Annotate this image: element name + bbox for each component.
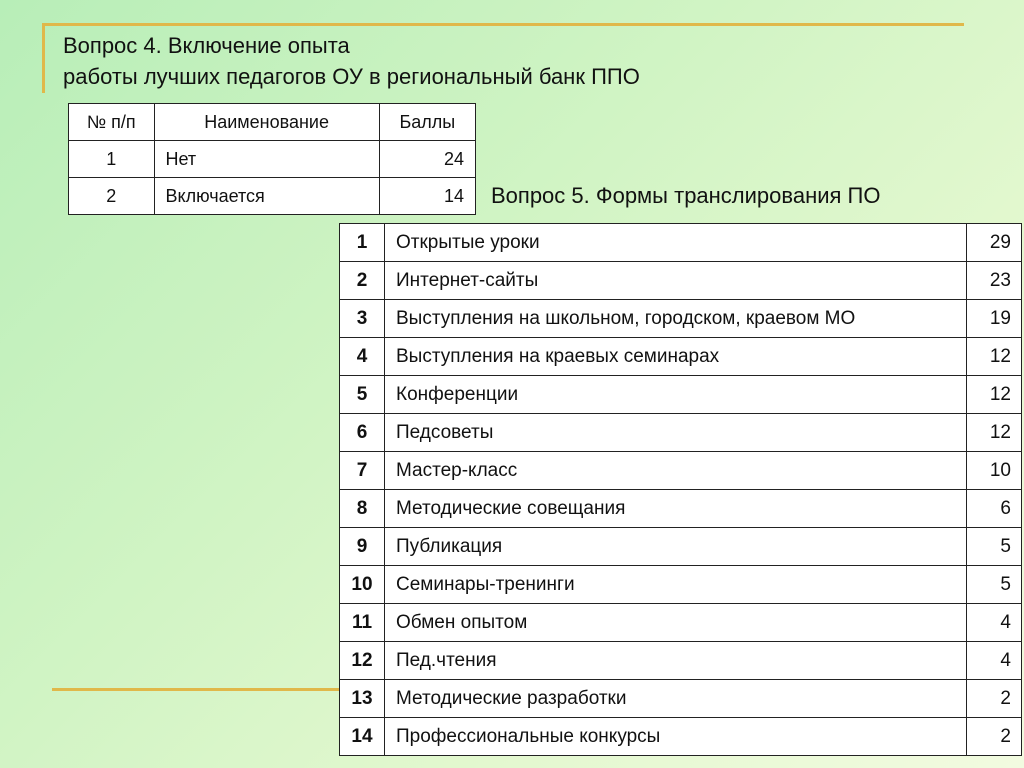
table-row bbox=[69, 178, 476, 215]
row-number: 10 bbox=[340, 566, 385, 604]
q4-header-name: Наименование bbox=[154, 104, 379, 141]
table-row bbox=[340, 566, 1022, 604]
q5-title: Вопрос 5. Формы транслирования ПО bbox=[491, 183, 881, 208]
table-row bbox=[340, 300, 1022, 338]
table-row bbox=[340, 414, 1022, 452]
row-name: Семинары-тренинги bbox=[385, 566, 967, 604]
table-row bbox=[340, 490, 1022, 528]
q4-header-row bbox=[69, 104, 476, 141]
row-score: 12 bbox=[967, 414, 1022, 452]
row-name: Профессиональные конкурсы bbox=[385, 718, 967, 756]
row-name: Выступления на краевых семинарах bbox=[385, 338, 967, 376]
q4-header-num: № п/п bbox=[69, 104, 155, 141]
row-name: Педсоветы bbox=[385, 414, 967, 452]
row-number: 3 bbox=[340, 300, 385, 338]
row-name: Конференции bbox=[385, 376, 967, 414]
table-row bbox=[340, 642, 1022, 680]
row-score: 2 bbox=[967, 718, 1022, 756]
q4-title-line1: Вопрос 4. Включение опыта bbox=[63, 33, 350, 58]
row-score: 2 bbox=[967, 680, 1022, 718]
table-row bbox=[340, 680, 1022, 718]
decorative-left-line bbox=[42, 23, 45, 93]
row-name: Интернет-сайты bbox=[385, 262, 967, 300]
table-row bbox=[340, 718, 1022, 756]
q4-title-line2: работы лучших педагогов ОУ в региональный банк ППО bbox=[63, 64, 640, 89]
row-number: 11 bbox=[340, 604, 385, 642]
row-name: Публикация bbox=[385, 528, 967, 566]
row-number: 7 bbox=[340, 452, 385, 490]
q4-table bbox=[68, 103, 476, 215]
table-row bbox=[69, 141, 476, 178]
row-name: Нет bbox=[154, 141, 379, 178]
row-score: 24 bbox=[379, 141, 475, 178]
row-name: Методические совещания bbox=[385, 490, 967, 528]
decorative-bottom-line bbox=[52, 688, 342, 691]
row-number: 13 bbox=[340, 680, 385, 718]
row-number: 1 bbox=[340, 224, 385, 262]
row-score: 10 bbox=[967, 452, 1022, 490]
q4-title bbox=[63, 30, 640, 92]
row-number: 5 bbox=[340, 376, 385, 414]
row-name: Обмен опытом bbox=[385, 604, 967, 642]
table-row bbox=[340, 376, 1022, 414]
row-name: Открытые уроки bbox=[385, 224, 967, 262]
row-score: 5 bbox=[967, 528, 1022, 566]
row-score: 6 bbox=[967, 490, 1022, 528]
row-number: 12 bbox=[340, 642, 385, 680]
row-score: 19 bbox=[967, 300, 1022, 338]
table-row bbox=[340, 528, 1022, 566]
row-number: 6 bbox=[340, 414, 385, 452]
row-name: Пед.чтения bbox=[385, 642, 967, 680]
row-score: 12 bbox=[967, 338, 1022, 376]
table-row bbox=[340, 262, 1022, 300]
row-score: 4 bbox=[967, 604, 1022, 642]
row-name: Методические разработки bbox=[385, 680, 967, 718]
row-number: 2 bbox=[69, 178, 155, 215]
table-row bbox=[340, 604, 1022, 642]
row-score: 14 bbox=[379, 178, 475, 215]
row-number: 1 bbox=[69, 141, 155, 178]
table-row bbox=[340, 224, 1022, 262]
q4-header-score: Баллы bbox=[379, 104, 475, 141]
row-number: 8 bbox=[340, 490, 385, 528]
row-score: 12 bbox=[967, 376, 1022, 414]
table-row bbox=[340, 452, 1022, 490]
row-name: Мастер-класс bbox=[385, 452, 967, 490]
row-name: Выступления на школьном, городском, краевом МО bbox=[385, 300, 967, 338]
row-number: 14 bbox=[340, 718, 385, 756]
row-number: 2 bbox=[340, 262, 385, 300]
decorative-top-line bbox=[42, 23, 964, 26]
table-row bbox=[340, 338, 1022, 376]
row-score: 5 bbox=[967, 566, 1022, 604]
row-score: 23 bbox=[967, 262, 1022, 300]
row-name: Включается bbox=[154, 178, 379, 215]
q5-table bbox=[339, 223, 1022, 756]
row-number: 4 bbox=[340, 338, 385, 376]
row-score: 29 bbox=[967, 224, 1022, 262]
row-score: 4 bbox=[967, 642, 1022, 680]
row-number: 9 bbox=[340, 528, 385, 566]
